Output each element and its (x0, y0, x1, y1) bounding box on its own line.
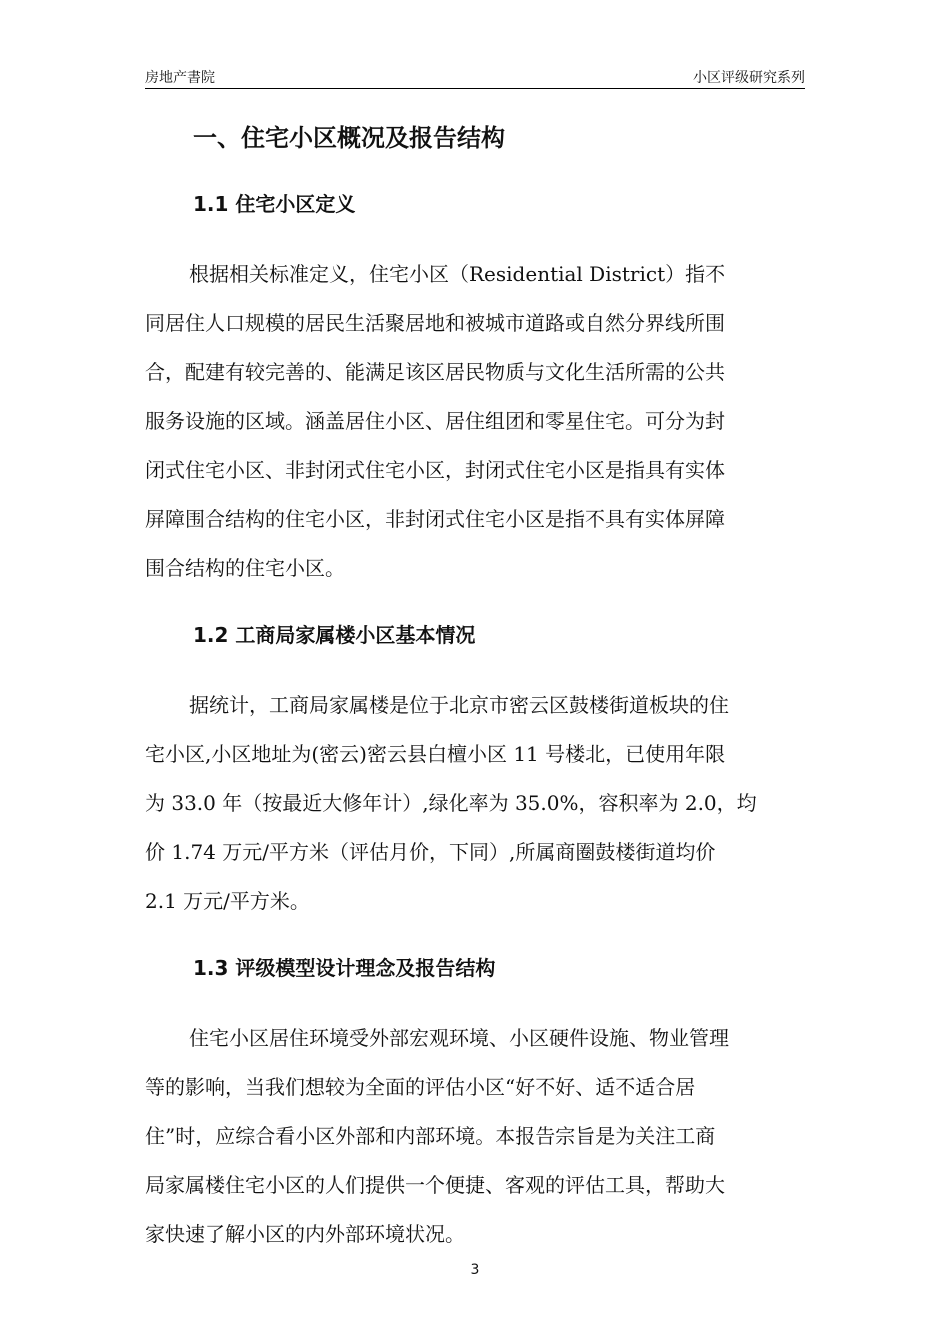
subsection-heading-1-1: 1.1 住宅小区定义 (193, 192, 356, 216)
paragraph-basic-info (145, 681, 807, 926)
paragraph-line: 屏障围合结构的住宅小区，非封闭式住宅小区是指不具有实体屏障 (145, 507, 725, 531)
paragraph-line: 围合结构的住宅小区。 (145, 556, 345, 580)
subsection-heading-1-2: 1.2 工商局家属楼小区基本情况 (193, 623, 476, 647)
header-series-title: 小区评级研究系列 (693, 70, 805, 86)
paragraph-line: 住”时，应综合看小区外部和内部环境。本报告宗旨是为关注工商 (145, 1124, 716, 1148)
paragraph-line: 根据相关标准定义，住宅小区（Residential District）指不 (189, 262, 726, 286)
paragraph-line: 价 1.74 万元/平方米（评估月价，下同）,所属商圈鼓楼街道均价 (145, 840, 716, 864)
paragraph-line: 同居住人口规模的居民生活聚居地和被城市道路或自然分界线所围 (145, 311, 725, 335)
paragraph-line: 闭式住宅小区、非封闭式住宅小区，封闭式住宅小区是指具有实体 (145, 458, 725, 482)
paragraph-line: 服务设施的区域。涵盖居住小区、居住组团和零星住宅。可分为封 (145, 409, 725, 433)
paragraph-line: 2.1 万元/平方米。 (145, 889, 310, 913)
paragraph-line: 为 33.0 年（按最近大修年计）,绿化率为 35.0%，容积率为 2.0，均 (145, 791, 757, 815)
subsection-heading-1-3: 1.3 评级模型设计理念及报告结构 (193, 956, 496, 980)
paragraph-line: 局家属楼住宅小区的人们提供一个便捷、客观的评估工具，帮助大 (145, 1173, 725, 1197)
header-publisher: 房地产書院 (145, 70, 215, 86)
paragraph-line: 等的影响，当我们想较为全面的评估小区“好不好、适不适合居 (145, 1075, 696, 1099)
paragraph-line: 合，配建有较完善的、能满足该区居民物质与文化生活所需的公共 (145, 360, 725, 384)
document-body (145, 110, 807, 1259)
page-number: 3 (470, 1262, 480, 1278)
paragraph-line: 家快速了解小区的内外部环境状况。 (145, 1222, 465, 1246)
page-header (145, 64, 805, 89)
section-heading: 一、住宅小区概况及报告结构 (193, 124, 505, 152)
paragraph-line: 住宅小区居住环境受外部宏观环境、小区硬件设施、物业管理 (189, 1026, 729, 1050)
paragraph-model-design (145, 1014, 807, 1259)
paragraph-definition (145, 250, 807, 593)
paragraph-line: 据统计，工商局家属楼是位于北京市密云区鼓楼街道板块的住 (189, 693, 729, 717)
paragraph-line: 宅小区,小区地址为(密云)密云县白檀小区 11 号楼北，已使用年限 (145, 742, 726, 766)
